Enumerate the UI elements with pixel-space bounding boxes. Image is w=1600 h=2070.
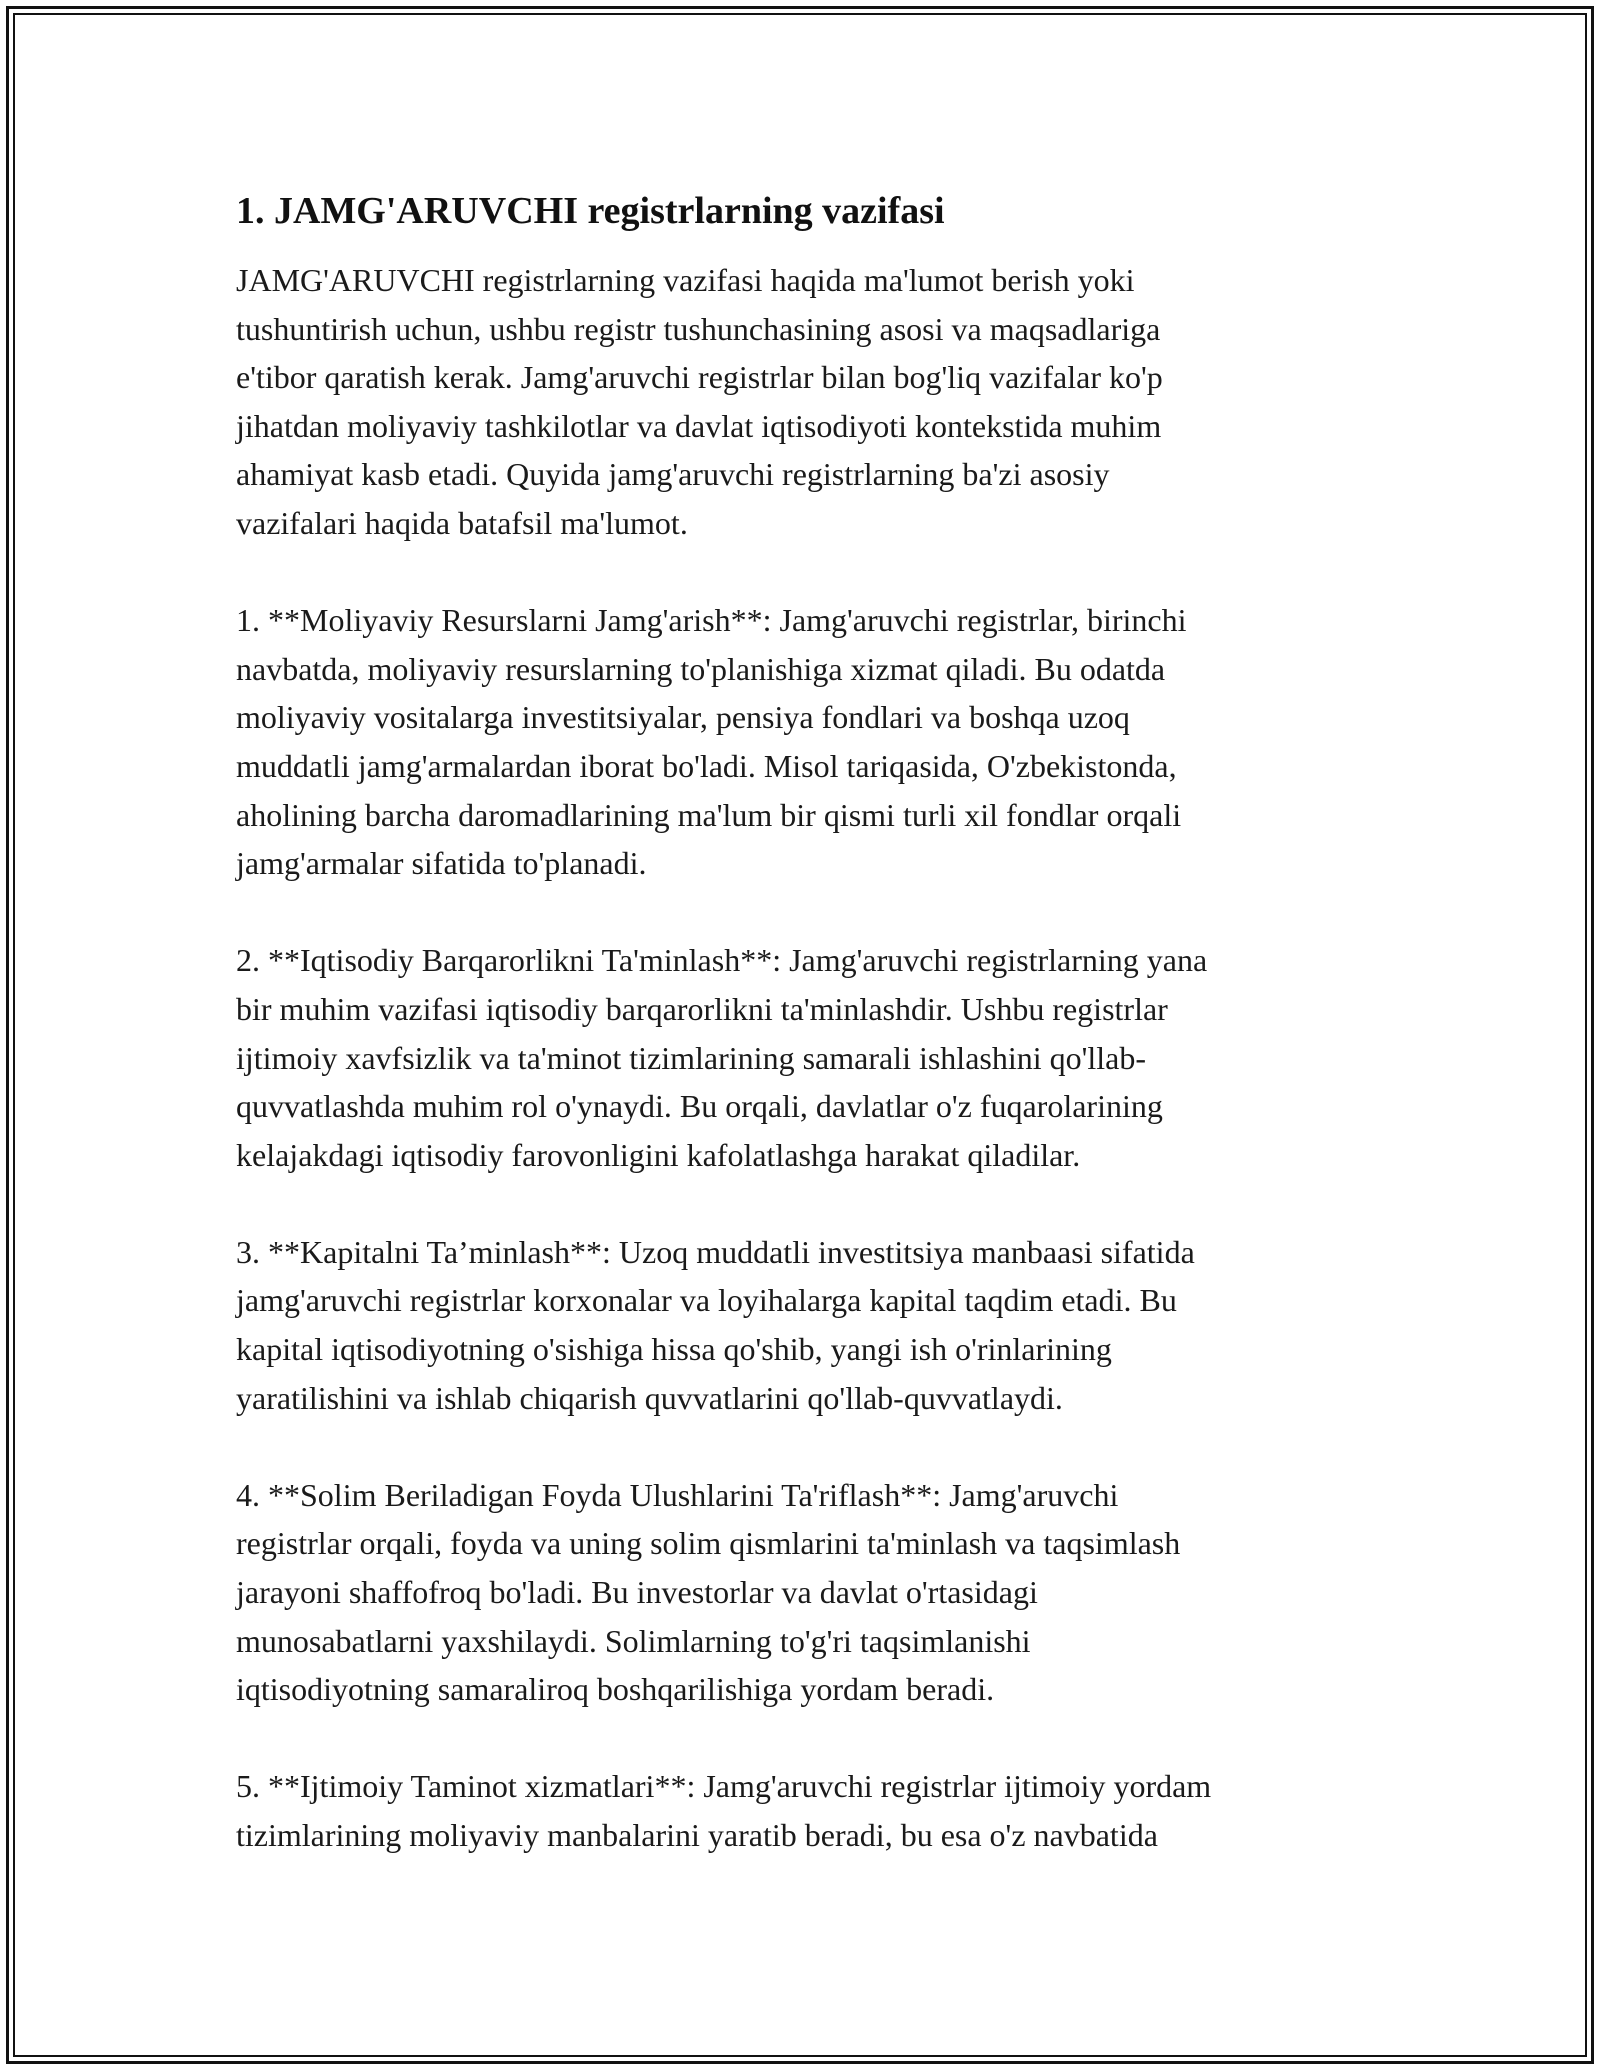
text-line: 1. **Moliyaviy Resurslarni Jamg'arish**: Jamg'aruvchi registrlar, birinchi xyxy=(236,602,1187,639)
text-line: yaratilishini va ishlab chiqarish quvvatlarini qo'llab-quvvatlaydi. xyxy=(236,1379,1063,1416)
text-line: navbatda, moliyaviy resurslarning to'planishiga xizmat qiladi. Bu odatda xyxy=(236,650,1166,687)
text-line: ijtimoiy xavfsizlik va ta'minot tizimlarining samarali ishlashini qo'llab- xyxy=(236,1039,1147,1076)
paragraph xyxy=(236,936,1386,1179)
text-line: aholining barcha daromadlarining ma'lum bir qismi turli xil fondlar orqali xyxy=(236,796,1182,833)
paragraph xyxy=(236,256,1386,548)
text-line: registrlar orqali, foyda va uning solim qismlarini ta'minlash va taqsimlash xyxy=(236,1525,1181,1562)
text-line: jamg'aruvchi registrlar korxonalar va loyihalarga kapital taqdim etadi. Bu xyxy=(236,1282,1177,1319)
text-line: bir muhim vazifasi iqtisodiy barqarorlikni ta'minlashdir. Ushbu registrlar xyxy=(236,990,1168,1027)
text-line: muddatli jamg'armalardan iborat bo'ladi. Misol tariqasida, O'zbekistonda, xyxy=(236,747,1177,784)
document-body xyxy=(236,186,1386,1908)
text-line: iqtisodiyotning samaraliroq boshqarilishiga yordam beradi. xyxy=(236,1671,995,1708)
text-line: munosabatlarni yaxshilaydi. Solimlarning to'g'ri taqsimlanishi xyxy=(236,1622,1031,1659)
paragraph xyxy=(236,1471,1386,1714)
text-line: 5. **Ijtimoiy Taminot xizmatlari**: Jamg'aruvchi registrlar ijtimoiy yordam xyxy=(236,1768,1212,1805)
paragraph xyxy=(236,1228,1386,1422)
text-line: 4. **Solim Beriladigan Foyda Ulushlarini Ta'riflash**: Jamg'aruvchi xyxy=(236,1476,1119,1513)
text-line: JAMG'ARUVCHI registrlarning vazifasi haqida ma'lumot berish yoki xyxy=(236,262,1135,298)
text-line: vazifalari haqida batafsil ma'lumot. xyxy=(236,504,688,541)
text-line: 2. **Iqtisodiy Barqarorlikni Ta'minlash**: Jamg'aruvchi registrlarning yana xyxy=(236,942,1208,979)
text-line: jarayoni shaffofroq bo'ladi. Bu investorlar va davlat o'rtasidagi xyxy=(236,1574,1038,1611)
text-line: ahamiyat kasb etadi. Quyida jamg'aruvchi registrlarning ba'zi asosiy xyxy=(236,456,1110,493)
text-line: kapital iqtisodiyotning o'sishiga hissa qo'shib, yangi ish o'rinlarining xyxy=(236,1331,1112,1368)
text-line: e'tibor qaratish kerak. Jamg'aruvchi registrlar bilan bog'liq vazifalar ko'p xyxy=(236,359,1163,396)
text-line: jihatdan moliyaviy tashkilotlar va davlat iqtisodiyoti kontekstida muhim xyxy=(236,407,1162,444)
text-line: quvvatlashda muhim rol o'ynaydi. Bu orqali, davlatlar o'z fuqarolarining xyxy=(236,1088,1163,1125)
text-line: moliyaviy vositalarga investitsiyalar, pensiya fondlari va boshqa uzoq xyxy=(236,699,1130,736)
text-line: jamg'armalar sifatida to'planadi. xyxy=(236,845,647,882)
text-line: kelajakdagi iqtisodiy farovonligini kafolatlashga harakat qiladilar. xyxy=(236,1136,1081,1173)
paragraph-list xyxy=(236,256,1386,1860)
text-line: tizimlarining moliyaviy manbalarini yaratib beradi, bu esa o'z navbatida xyxy=(236,1817,1158,1853)
text-line: tushuntirish uchun, ushbu registr tushunchasining asosi va maqsadlariga xyxy=(236,310,1161,347)
paragraph xyxy=(236,1762,1386,1859)
text-line: 3. **Kapitalni Ta’minlash**: Uzoq muddatli investitsiya manbaasi sifatida xyxy=(236,1233,1195,1270)
paragraph xyxy=(236,596,1386,888)
document-title: 1. JAMG'ARUVCHI registrlarning vazifasi xyxy=(236,190,945,232)
